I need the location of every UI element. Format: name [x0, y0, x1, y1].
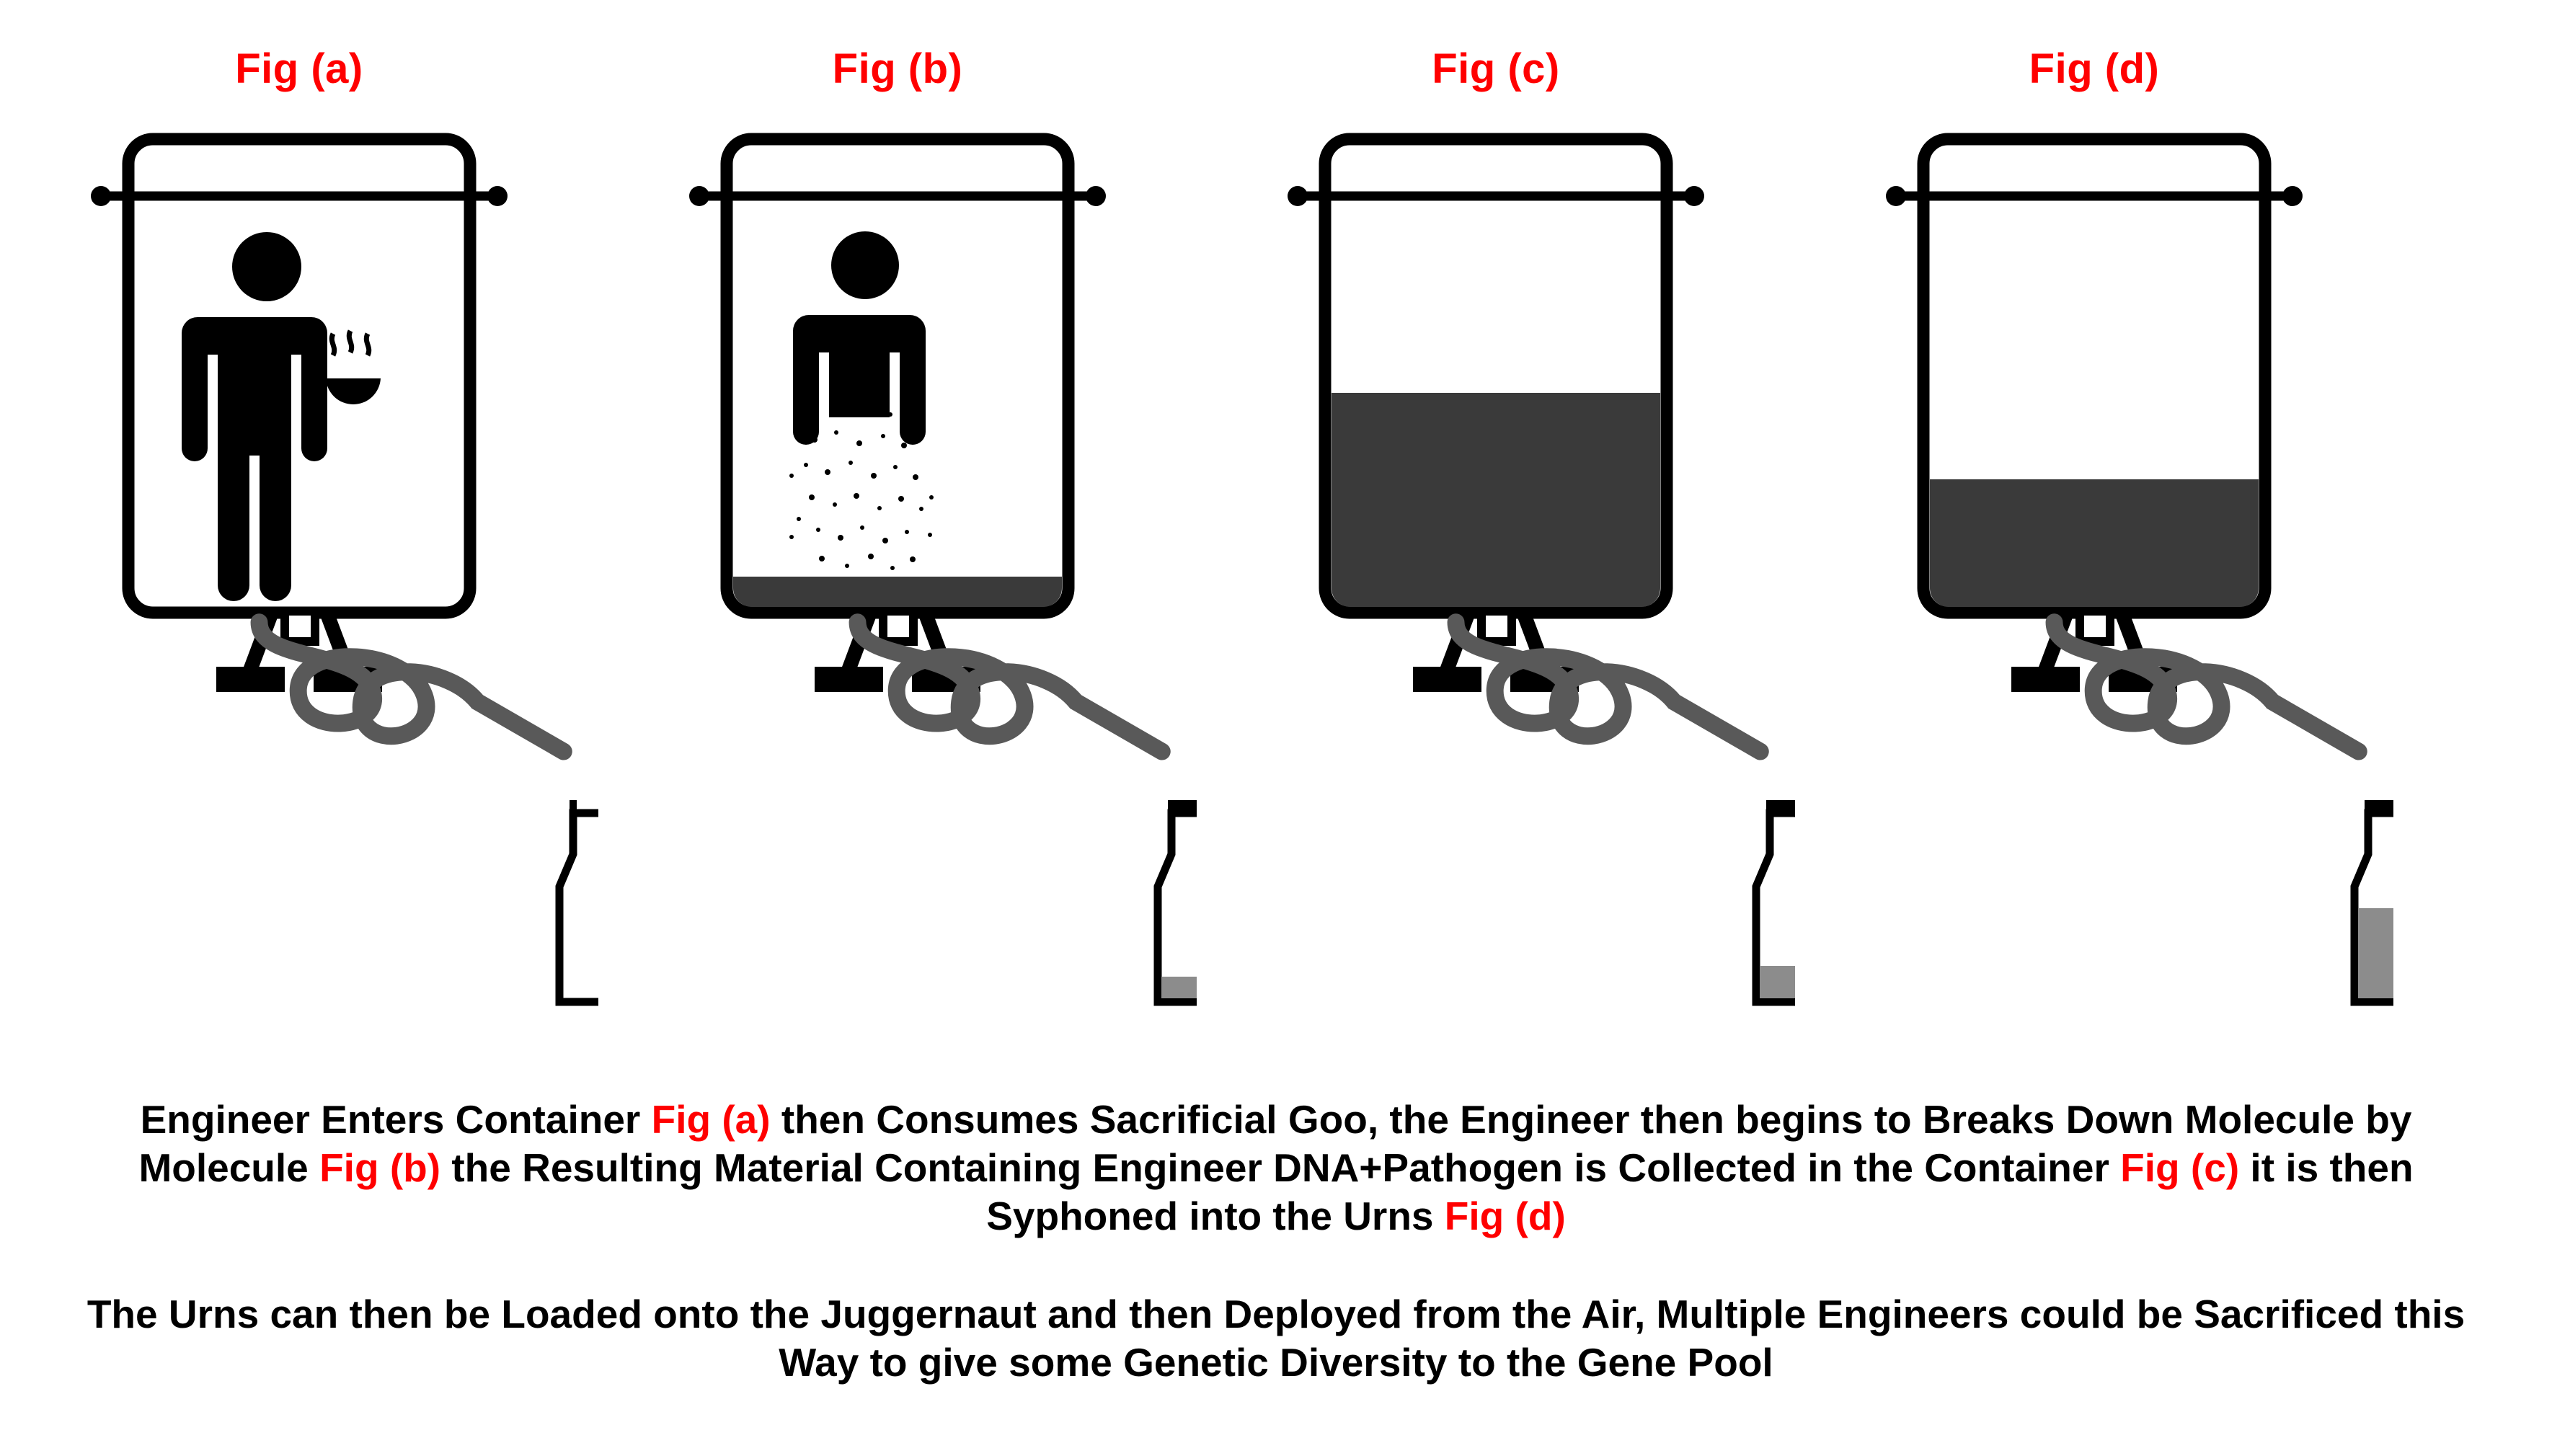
caption-text: The Urns can then be Loaded onto the Juggernaut and then Deployed from the Air, Multiple Engineers could be Sacrificed this Way to give some Genetic Diversity to the Gene Pool — [87, 1292, 2465, 1385]
panel-fig-c — [1197, 0, 1795, 1081]
caption-figure-ref: Fig (a) — [651, 1097, 771, 1142]
caption-figure-ref: Fig (b) — [319, 1145, 441, 1191]
caption-main — [0, 1096, 2552, 1240]
tank-fill-d — [1930, 479, 2259, 607]
tank-body-b — [727, 139, 1068, 613]
tank-outlet-a — [285, 611, 315, 642]
caption-text: the Resulting Material Containing Engineer DNA+Pathogen is Collected in the Container — [440, 1145, 2121, 1191]
panel-fig-b — [598, 0, 1197, 1081]
apparatus-diagram-d — [1795, 0, 2393, 1081]
panel-fig-d — [1795, 0, 2393, 1081]
caption-text: Engineer Enters Container — [140, 1097, 652, 1142]
panel-fig-a — [0, 0, 598, 1081]
urn-fill-c — [1760, 966, 1795, 998]
panel-title-d: Fig (d) — [2029, 45, 2160, 92]
urn-fill-d — [2358, 908, 2393, 998]
caption-figure-ref: Fig (d) — [1444, 1194, 1566, 1239]
apparatus-diagram-b — [598, 0, 1197, 1081]
caption-secondary — [0, 1290, 2552, 1387]
caption-figure-ref: Fig (c) — [2120, 1145, 2240, 1191]
tank-outlet-b — [883, 611, 913, 642]
tank-outlet-d — [2080, 611, 2110, 642]
caption-text: then Consumes Sacrificial Goo, the Engineer then begins to Breaks Down Molecule by Molecule — [138, 1097, 2412, 1191]
urn-fill-b — [1161, 977, 1197, 998]
urn-a — [559, 793, 598, 1002]
apparatus-diagram-a — [0, 0, 598, 1081]
panel-title-c: Fig (c) — [1432, 45, 1560, 92]
tank-fill-c — [1332, 393, 1660, 607]
tank-fill-b — [733, 577, 1062, 607]
tank-body-a — [128, 139, 470, 613]
urn-b — [1158, 800, 1197, 1002]
panel-title-a: Fig (a) — [235, 45, 363, 92]
urn-c — [1756, 800, 1795, 1002]
apparatus-diagram-c — [1197, 0, 1795, 1081]
urn-d — [2354, 800, 2393, 1002]
tank-outlet-c — [1481, 611, 1512, 642]
panel-title-b: Fig (b) — [832, 45, 963, 92]
caption-text: it is then Syphoned into the Urns — [986, 1145, 2414, 1239]
